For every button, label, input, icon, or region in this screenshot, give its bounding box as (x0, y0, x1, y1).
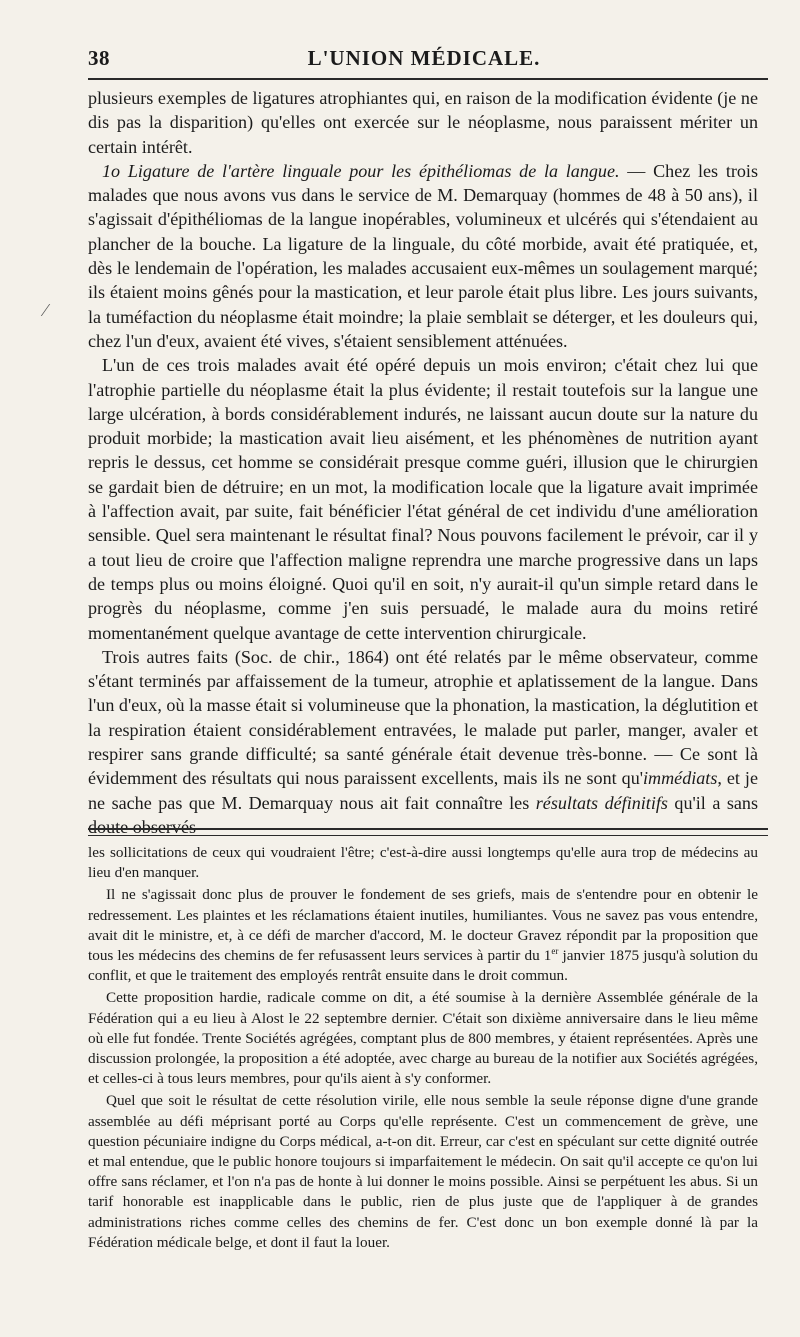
feuilleton-section (88, 843, 758, 1255)
feuilleton-separator (88, 828, 768, 836)
section-heading-ligature: 1o Ligature de l'artère linguale pour les épithéliomas de la langue. (102, 160, 620, 181)
feuilleton-paragraph-3: Cette proposition hardie, radicale comme on dit, a été soumise à la dernière Assemblée générale de la Fédération qui a eu lieu à Alost le 22 septembre dernier. C'était son dixième anniversaire dans le lieu même où elle fut fondée. Trente Sociétés agrégées, comptant plus de 800 membres, y étaient représentées. Après une discussion prolongée, la proposition a été adoptée, avec charge au bureau de la notifier aux Sociétés agrégées, et celles-ci à tous leurs membres, pour qu'ils aient à s'y conformer. (88, 989, 758, 1088)
article-paragraph-4-start: Trois autres faits (Soc. de chir., 1864) ont été relatés par le même observateur, comme s'étant terminés par affaissement de la tumeur, atrophie et aplatissement de la langue. Dans l'un d'eux, où la masse était si volumineuse que la phonation, la mastication, la déglutition et la respiration étaient considérablement entravées, le malade put parler, manger, avaler et respirer sans grande difficulté; sa santé générale était devenue très-bonne. — Ce sont là évidemment des résultats qui nous paraissent excellents, mais ils ne sont qu' (88, 646, 758, 789)
feuilleton-paragraph-4: Quel que soit le résultat de cette résolution virile, elle nous semble la seule réponse digne d'une grande assemblée au défi méprisant porté au Corps qu'elle représente. C'est un commencement de grève, une question pécuniaire indigne du Corps médical, a-t-on dit. Erreur, car c'est en spéculant sur cette dignité outrée et mal entendue, que le public honore toujours si imparfaitement le médecin. On sait qu'il accepte ce qu'on lui offre sans réclamer, et l'on n'a pas de honte à lui donner le moins possible. Ainsi se perpétuent les abus. Si un tarif honorable est inapplicable dans le public, rien de plus juste que de l'appliquer à de grandes administrations riches comme celles des chemins de fer. C'est donc un bon exemple donné là par la Fédération médicale belge, et dont il faut la louer. (88, 1092, 758, 1251)
margin-pencil-mark: ⁄ (44, 300, 48, 320)
running-title: L'UNION MÉDICALE. (307, 46, 541, 70)
article-paragraph-2 (88, 159, 758, 353)
emphasis-immediats: immédiats (643, 768, 718, 789)
article-paragraph-4-end: qu'il a sans doute observés (88, 792, 759, 837)
article-paragraph-1: plusieurs exemples de ligatures atrophiantes qui, en raison de la modification évidente (je ne dis pas la disparition) qu'elles ont exercée sur le néoplasme, nous paraissent mériter un certain intérêt. (88, 88, 758, 157)
article-paragraph-4 (88, 645, 758, 839)
article-paragraph-3: L'un de ces trois malades avait été opéré depuis un mois environ; c'était chez lui que l'atrophie partielle du néoplasme était la plus évidente; il restait toutefois sur la langue une large ulcération, à bords considérablement indurés, ne laissant aucun doute sur la nature du produit morbide; la mastication avait lieu aisément, et les phénomènes de nutrition ayant repris le dessus, cet homme se considérait presque comme guéri, illusion que le chirurgien se gardait bien de détruire; en un mot, la modification locale que la ligature avait imprimée à l'affection avait, par suite, fait bénéficier l'état général de cet individu d'une amélioration sensible. Quel sera maintenant le résultat final? Nous pouvons facilement le prévoir, car il y a tout lieu de croire que l'affection maligne reprendra une marche progressive dans un laps de temps plus ou moins éloigné. Quoi qu'il en soit, n'y aurait-il qu'un simple retard dans le progrès du néoplasme, comme j'en suis persuadé, le malade aura du moins retiré momentanément quelque avantage de cette intervention chirurgicale. (88, 355, 758, 643)
page-header (88, 44, 760, 80)
page-number: 38 (88, 46, 110, 70)
feuilleton-paragraph-1: les sollicitations de ceux qui voudraient l'être; c'est-à-dire aussi longtemps qu'elle aura trop de médecins au lieu d'en manquer. (88, 844, 758, 882)
emphasis-resultats-definitifs: résultats définitifs (535, 792, 668, 813)
feuilleton-paragraph-2a: Il ne s'agissait donc plus de prouver le fondement de ses griefs, mais de s'entendre pour en obtenir le redressement. Les plaintes et les réclamations étaient inutiles, humiliantes. Vous ne savez pas vous entendre, avait dit le ministre, et, à ce défi de marcher d'accord, M. le docteur Gravez répondit par la proposition que tous les médecins des chemins de fer refusassent leurs services à partir du 1 (88, 886, 758, 965)
feuilleton-paragraph-2 (88, 885, 758, 986)
header-rule (88, 78, 768, 80)
article-paragraph-2-text: — Chez les trois malades que nous avons vus dans le service de M. Demarquay (hommes de 48 à 50 ans), il s'agissait d'épithéliomas de la langue inopérables, volumineux et ulcérés qui s'étendaient au plancher de la bouche. La ligature de la linguale, du côté morbide, avait été pratiquée, et, dès le lendemain de l'opération, les malades accusaient eux-mêmes un soulagement marqué; ils étaient moins gênés pour la mastication, et leur parole était plus libre. Les jours suivants, la tuméfaction du néoplasme était moindre; la plaie semblait se déterger, et les douleurs qui, chez l'un d'eux, avaient été vives, s'étaient sensiblement atténuées. (88, 160, 758, 351)
ordinal-superscript: er (551, 945, 559, 956)
main-article (88, 86, 758, 839)
feuilleton-paragraph-2b: janvier 1875 jusqu'à solution du conflit, et que le traitement des employés rentrât ensuite dans le droit commun. (88, 947, 758, 985)
article-paragraph-4-mid: , et je ne sache pas que M. Demarquay nous ait fait connaître les (88, 768, 758, 813)
